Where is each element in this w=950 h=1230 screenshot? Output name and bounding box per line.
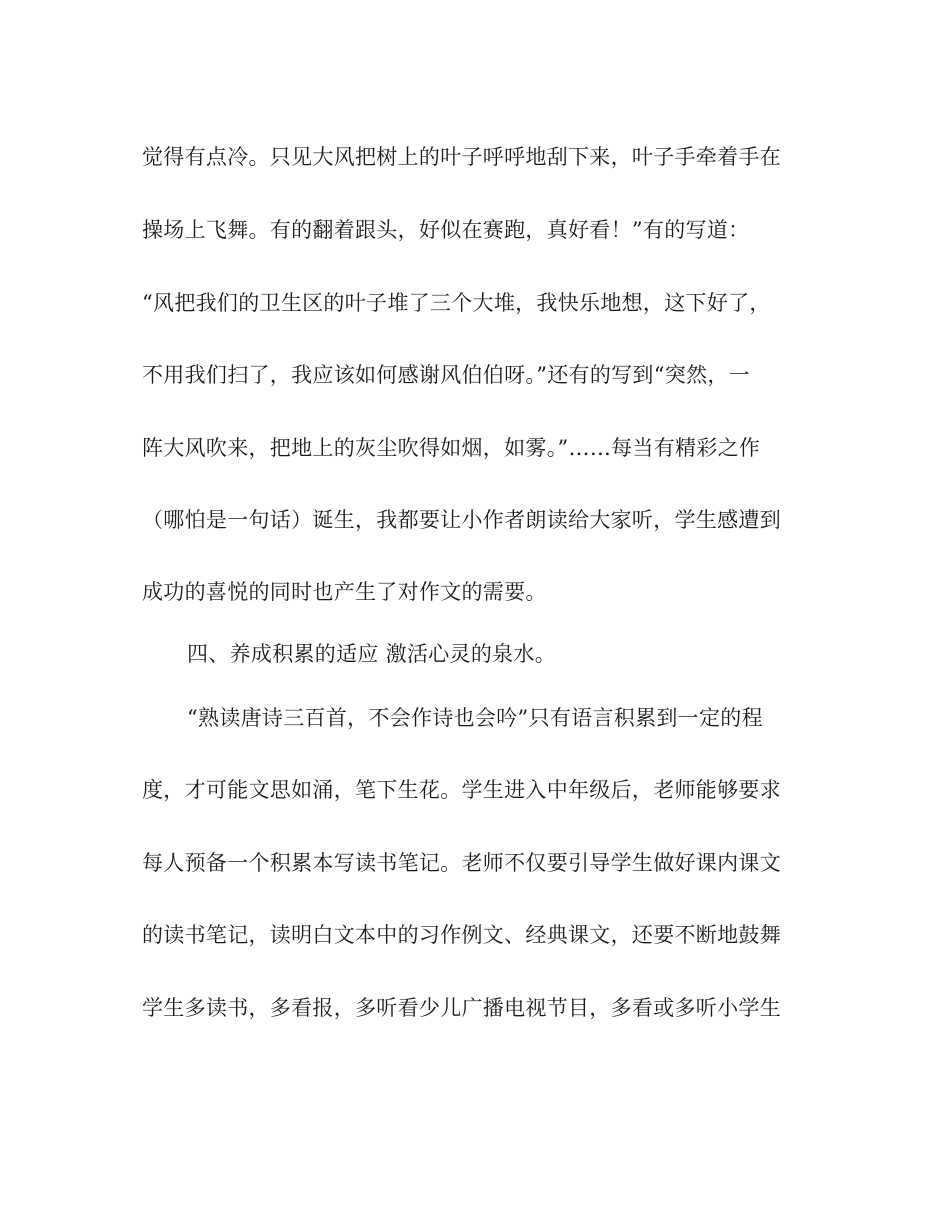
- body-text-line: 操场上飞舞。有的翻着跟头，好似在赛跑，真好看！”有的写道：: [142, 218, 750, 242]
- body-text-line: 成功的喜悦的同时也产生了对作文的需要。: [142, 580, 547, 604]
- body-text-line: （哪怕是一句话）诞生，我都要让小作者朗读给大家听，学生感遭到: [142, 508, 781, 532]
- body-text-line: 学生多读书，多看报，多听看少儿广播电视节目，多看或多听小学生: [142, 996, 781, 1020]
- paragraph-first-line: “熟读唐诗三百首，不会作诗也会吟”只有语言积累到一定的程: [187, 706, 763, 730]
- body-text-line: 不用我们扫了，我应该如何感谢风伯伯呀。”还有的写到“突然，一: [142, 363, 750, 387]
- body-text-line: 的读书笔记，读明白文本中的习作例文、经典课文，还要不断地鼓舞: [142, 923, 781, 947]
- body-text-line: 度，才可能文思如涌，笔下生花。学生进入中年级后，老师能够要求: [142, 778, 781, 802]
- body-text-line: 每人预备一个积累本写读书笔记。老师不仅要引导学生做好课内课文: [142, 851, 781, 875]
- body-text-line: “风把我们的卫生区的叶子堆了三个大堆，我快乐地想，这下好了，: [142, 291, 771, 315]
- body-text-line: 觉得有点冷。只见大风把树上的叶子呼呼地刮下来，叶子手牵着手在: [142, 145, 781, 169]
- section-heading: 四、养成积累的适应 激活心灵的泉水。: [187, 642, 557, 666]
- body-text-line: 阵大风吹来，把地上的灰尘吹得如烟，如雾。”……每当有精彩之作: [142, 436, 761, 460]
